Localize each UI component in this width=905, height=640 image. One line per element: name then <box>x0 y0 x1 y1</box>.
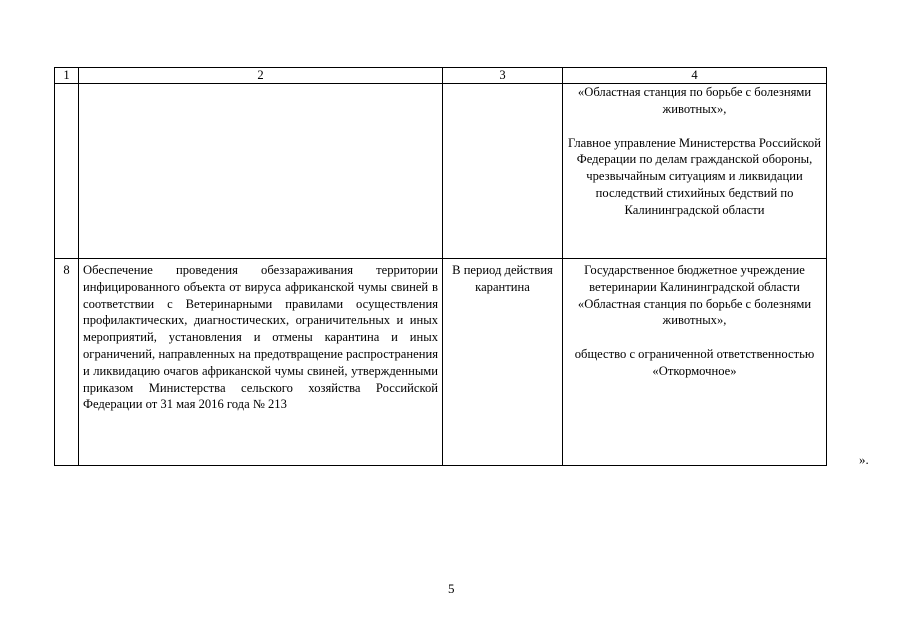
measures-table <box>54 67 827 466</box>
cell-period <box>443 84 563 259</box>
header-col-4: 4 <box>563 68 827 84</box>
cell-responsible <box>563 84 827 259</box>
cell-number: 8 <box>55 259 79 466</box>
cell-responsible <box>563 259 827 466</box>
header-col-2: 2 <box>79 68 443 84</box>
cell-number <box>55 84 79 259</box>
responsible-org-2: Главное управление Министерства Российской Федерации по делам гражданской обороны, чрезвычайным ситуациям и ликвидации последствий стихийных бедствий по Калининградской области <box>568 135 821 217</box>
responsible-org-1: «Областная станция по борьбе с болезнями животных», <box>577 85 812 116</box>
closing-quote-mark: ». <box>859 452 869 467</box>
table-row-continued <box>55 84 827 259</box>
header-col-1: 1 <box>55 68 79 84</box>
cell-measure <box>79 84 443 259</box>
responsible-org-2: общество с ограниченной ответственностью «Откормочное» <box>574 347 815 378</box>
responsible-org-1: Государственное бюджетное учреждение ветеринарии Калининградской области «Областная станция по борьбе с болезнями животных», <box>577 263 812 328</box>
header-col-3: 3 <box>443 68 563 84</box>
page-number: 5 <box>448 581 455 596</box>
cell-period: В период действия карантина <box>443 259 563 466</box>
header-row <box>55 68 827 84</box>
cell-measure: Обеспечение проведения обеззараживания территории инфицированного объекта от вируса африканской чумы свиней в соответствии с Ветеринарными правилами осуществления профилактических, диагностических, ограничительных и иных мероприятий, установления и отмены карантина и иных ограничений, направленных на предотвращение распространения и ликвидацию очагов африканской чумы свиней, утвержденными приказом Министерства сельского хозяйства Российской Федерации от 31 мая 2016 года № 213 <box>79 259 443 466</box>
table-row-8 <box>55 259 827 466</box>
